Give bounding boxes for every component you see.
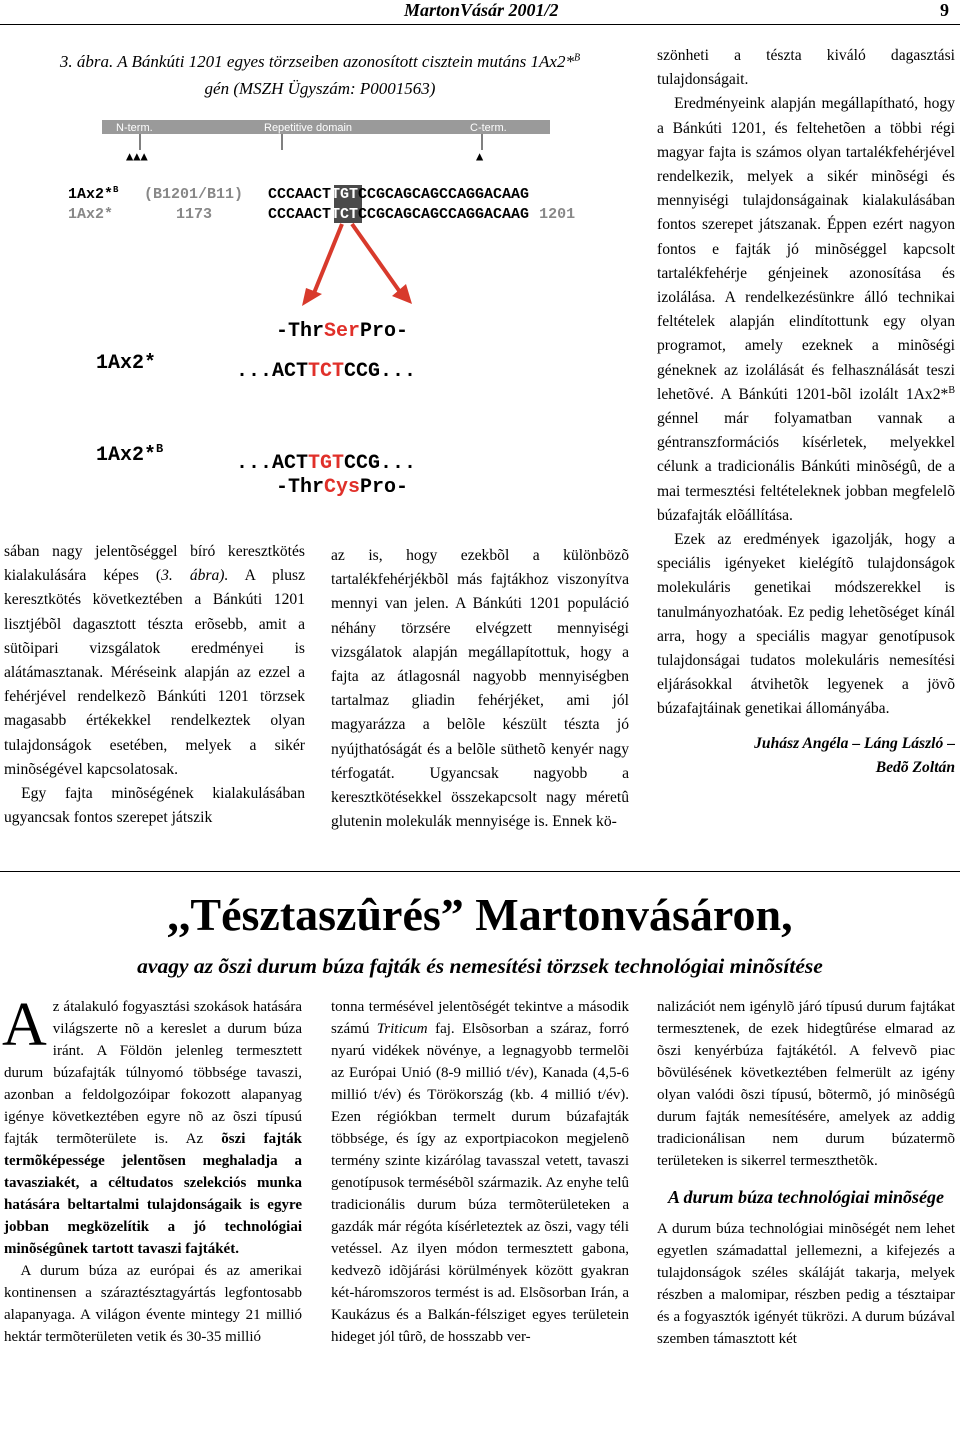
author-line-2: Bedõ Zoltán bbox=[875, 758, 955, 776]
arrow-left bbox=[312, 224, 342, 298]
article-col-3: nalizációt nem igénylõ járó típusú durum fajtákat termesztenek, de ezek hidegtûrése elmarad az õszi kenyérbúza fajtákétól. A felvevõ piac bõvülésének következtében felmerült az igény olyan valódi õszi típusú, bõtermõ, jó minõségû durum fajták nemesítésére, amelyek az addig tradicionálisan nem durum búzatermõ területeken is sikerrel termeszthetõk. A durum búza technológiai minõsége A durum búza technológiai minõségét nem lehet egyetlen számadattal jellemezni, a kifejezés a tulajdonságok széles skáláját takarja, melyek részben a malomipar, részben pedig a tésztaipar és a fogyasztók igényét tükrözi. A durum búzával szemben támasztott két bbox=[657, 999, 955, 1347]
marker-left: ▲▲▲ bbox=[126, 149, 148, 163]
article-col-2: tonna termésével jelentõségét tekintve a második számú Triticum faj. Elsõsorban a száraz, forró nyarú vidékek növénye, a legnagyobb termelõi az Európai Unió (8-9 millió t/év), Kanada (4,5-6 millió t/év) és Törökország (kb. 4 millió t/év). Ezen régiókban termelt durum búzafajták többsége, és így az exportpiacokon megjelenõ termény szinte kizárólag tavasszal vetett, tavaszi genotípusok termésébõl származik. Az enyhe telû tradicionális durum búza termõterületeken a gazdák már régóta kísérleteztek az õszi, vagy téli vetéssel. Az ilyen módon termesztett gabona, kedvezõ idõjárási körülmények között gyakran két-háromszoros termést is ad. Elsõsorban Irán, a Kaukázus és a Balkán-félsziget egyes területein hideget jól tûrõ, de hosszabb ver- bbox=[331, 999, 629, 1345]
section-heading: A durum búza technológiai minõsége bbox=[667, 1187, 945, 1207]
big-label-top: 1Ax2* bbox=[96, 352, 157, 375]
article-subtitle: avagy az õszi durum búza fajták és nemesítési törzsek technológiai minõsítése bbox=[137, 954, 823, 978]
peptide-top: -ThrSerPro- bbox=[276, 320, 409, 343]
row-label-1ax2b: 1Ax2*$^B$ bbox=[68, 185, 119, 203]
header-rule bbox=[0, 24, 960, 25]
sequence-figure bbox=[60, 112, 620, 502]
article-title: ,,Tésztaszûrés” Martonvásáron, bbox=[167, 889, 793, 940]
dna-top: ...ACTTCTCCG... bbox=[236, 360, 417, 383]
seq-row-2: CCCAACTTCTCCGCAGCAGCCAGGACAAG 1201 bbox=[268, 206, 576, 223]
figure-caption: 3. ábra. A Bánkúti 1201 egyes törzseiben azonosított cisztein mutáns 1Ax2*$^B$ gén (MSZH Ügyszám: P0001563) bbox=[59, 52, 581, 98]
arrow-right bbox=[352, 224, 400, 292]
ref-num: 1173 bbox=[176, 206, 213, 223]
upper-col-3: szönheti a tészta kiváló dagasztási tulajdonságait. Eredményeink alapján megállapítható, hogy a Bánkúti 1201, és feltehetõen a többi régi magyar fajta is számos olyan tartalékfehérjével rendelkezik, melyek a sikér minõségi és mennyiségi tulajdonságainak kialakulásában fontos szerepet játszanak. Éppen ezért nagyon fontos e fajták jó minõséggel kapcsolt tartalékfehérje génjeinek azonosítása és izolálása. A rendelkezésünkre álló technikai feltételek alapján elindítottunk egy olyan programot, amely ezeknek a minõségi géneknek az izolálását és felhasználását teszi lehetõvé. A Bánkúti 1201-bõl izolált 1Ax2*$^B$ génnel már folyamatban vannak a géntranszformációs kísérletek, melyekkel célunk a tradicionális Bánkúti minõségû, de a mai termesztési feltételeknek jobban megfelelõ búzafajták elõállítása. Ezek az eredmények igazolják, hogy a speciális igényeket kielégítõ tulajdonságok molekuláris genetikai módszerekkel is tanulmányozhatóak. Ez pedig lehetõséget kínál arra, hogy a speciális magyar genotípusok tulajdonságai tudatos molekuláris nemesítési eljárásokkal átvihetõk legyenek a jövõ búzafajtáinak genetikai állományába. Juhász Angéla – Láng László – Bedõ Zoltán bbox=[657, 44, 955, 780]
upper-col-2: az is, hogy ezekbõl a különbözõ tartalékfehérjékbõl más fajtákhoz viszonyítva mennyi van jelen. A Bánkúti 1201 populáció néhány törzsére elvégzett mennyiségi vizsgálatok alapján megállapítottuk, hogy a fajta az átlagosnál nagyobb mennyiségben tartalmaz gliadin fehérjéket, ami jól magyarázza a belõle készült tészta jó nyújthatóságát és a belõle süthetõ kenyér nagy térfogatát. Ugyancsak nagyobb a keresztkötésekkel összekapcsolt nagy méretû glutenin molekulák mennyisége is. Ennek kö- bbox=[331, 547, 629, 831]
ref-b: (B1201/B11) bbox=[144, 186, 244, 203]
seq-row-1: CCCAACTTGTCCGCAGCAGCCAGGACAAG bbox=[268, 186, 530, 203]
bar-repetitive: Repetitive domain bbox=[264, 122, 353, 134]
dna-bottom: ...ACTTGTCCG... bbox=[236, 452, 417, 475]
section-rule bbox=[0, 871, 960, 872]
journal-title: MartonVásár 2001/2 bbox=[404, 0, 559, 20]
upper-col-1: sában nagy jelentõséggel bíró keresztkötés kialakulására képes (3. ábra). A plusz keresztkötés következtében a Bánkúti 1201 lisztjébõl dagasztott tészta erõsebb, amit a sütõipari vizsgálatok eredményei is alátámasztanak. Méréseink alapján az ezzel a fehérjével rendelkezõ Bánkúti 1201 törzsek magasabb értékekkel rendelkeztek olyan tulajdonságok esetében, melyek a sikér minõségével kapcsolatosak. Egy fajta minõségének kialakulásában ugyancsak fontos szerepet játszik bbox=[4, 543, 305, 827]
row-label-1ax2: 1Ax2* bbox=[68, 206, 114, 223]
page-number: 9 bbox=[940, 0, 949, 20]
author-line-1: Juhász Angéla – Láng László – bbox=[754, 734, 955, 752]
dropcap: A bbox=[2, 991, 47, 1059]
marker-right: ▲ bbox=[476, 149, 484, 163]
bar-n-term: N-term. bbox=[116, 122, 153, 134]
peptide-bottom: -ThrCysPro- bbox=[276, 476, 409, 499]
bar-c-term: C-term. bbox=[470, 122, 507, 134]
big-label-bottom: 1Ax2*$^B$ bbox=[96, 442, 164, 467]
article-col-1: Az átalakuló fogyasztási szokások hatására világszerte nõ a kereslet a durum búza iránt. A Földön jelenleg termesztett durum búzafajták túlnyomó többsége tavaszi, azonban a feldolgozóipar fokozott alapanyag igénye következtében egyre nõ az õszi típusú fajták termõterülete is. Az õszi fajták termõképessége jelentõsen meghaladja a tavasziakét, a céltudatos szelekciós munka hatására beltartalmi tulajdonságaik is egyre jobban megközelítik a jó technológiai minõségûnek tartott tavaszi fajtákét. A durum búza az európai és az amerikai kontinensen a száraztésztagyártás legfontosabb alapanyaga. A világon évente mintegy 21 millió hektár termõterületen vetik és 30-35 millió bbox=[2, 991, 302, 1345]
